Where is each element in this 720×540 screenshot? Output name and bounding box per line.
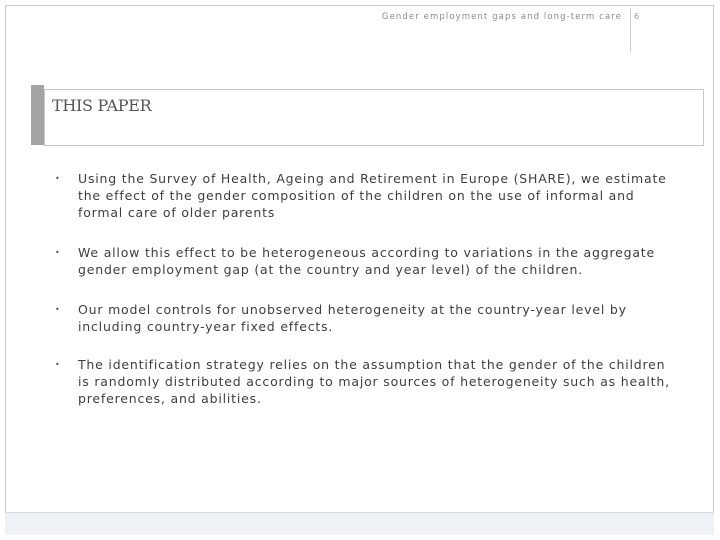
bullet-text: The identification strategy relies on the assumption that the gender of the children is randomly distributed according to major sources of heterogeneity such as health, preferences, and abilities.	[78, 357, 670, 406]
bullet-marker: •	[55, 174, 61, 183]
running-header: Gender employment gaps and long-term care	[381, 12, 622, 22]
bullet-list	[52, 170, 672, 430]
slide-title: THIS PAPER	[52, 96, 152, 115]
bullet-marker: •	[55, 248, 61, 257]
bullet-item	[52, 356, 672, 407]
title-accent-bar	[31, 85, 44, 145]
bullet-item	[52, 301, 672, 335]
bullet-marker: •	[55, 305, 61, 314]
bullet-text: We allow this effect to be heterogeneous according to variations in the aggregate gender employment gap (at the country and year level) of the children.	[78, 245, 655, 277]
page-number: 6	[634, 12, 640, 21]
footer-bar	[5, 512, 714, 535]
bullet-text: Our model controls for unobserved heterogeneity at the country-year level by including country-year fixed effects.	[78, 302, 627, 334]
bullet-item	[52, 244, 672, 278]
bullet-item	[52, 170, 672, 221]
header-divider	[630, 8, 631, 52]
bullet-text: Using the Survey of Health, Ageing and Retirement in Europe (SHARE), we estimate the effect of the gender composition of the children on the use of informal and formal care of older parents	[78, 171, 667, 220]
bullet-marker: •	[55, 360, 61, 369]
